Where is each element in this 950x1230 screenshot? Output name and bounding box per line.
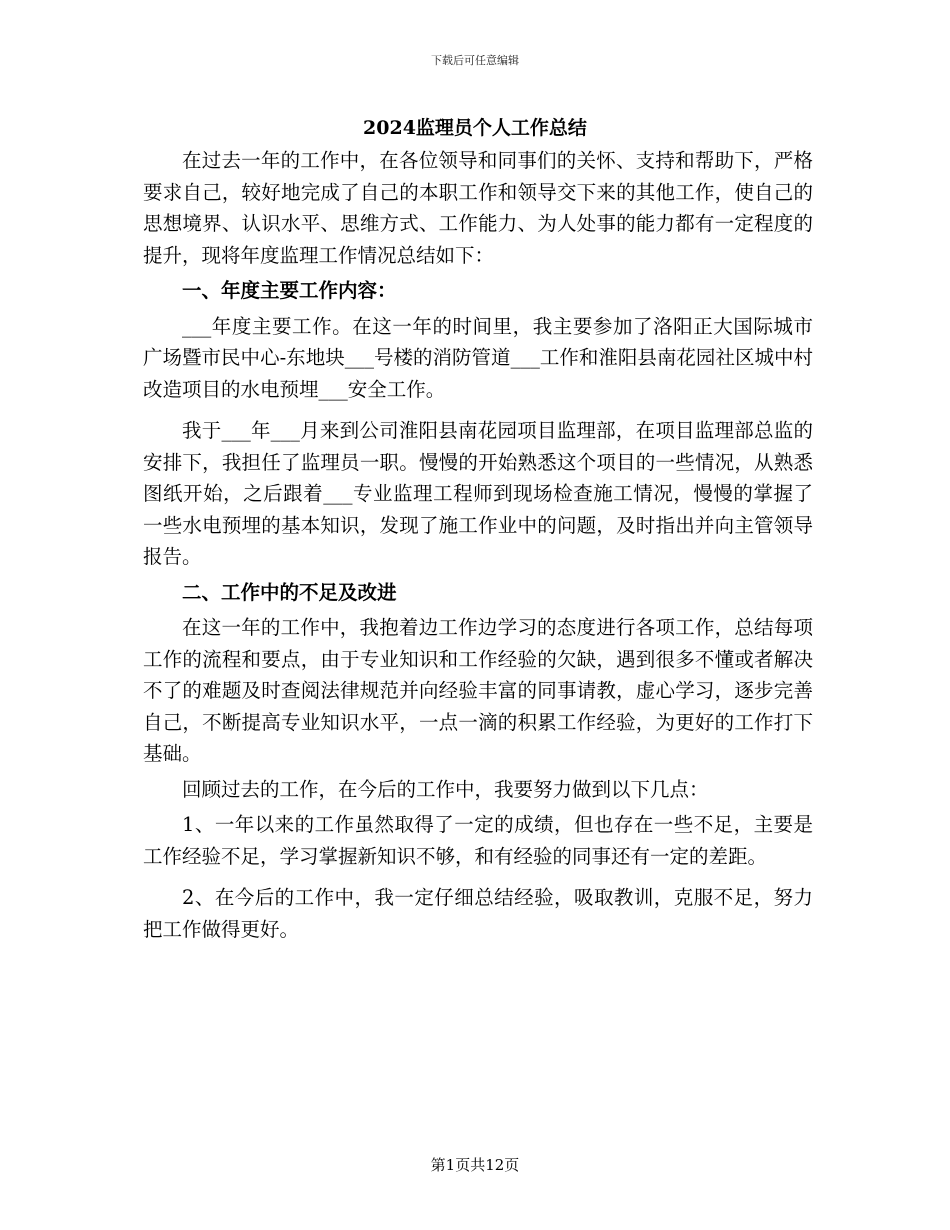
body-paragraph: ___年度主要工作。在这一年的时间里，我主要参加了洛阳正大国际城市广场暨市民中心-东地块___号楼的消防管道___工作和淮阳县南花园社区城中村改造项目的水电预埋___安全工作。: [143, 314, 813, 401]
body-paragraph: 在这一年的工作中，我抱着边工作边学习的态度进行各项工作，总结每项工作的流程和要点，由于专业知识和工作经验的欠缺，遇到很多不懂或者解决不了的难题及时查阅法律规范并向经验丰富的同事请教，虚心学习，逐步完善自己，不断提高专业知识水平，一点一滴的积累工作经验，为更好的工作打下基础。: [143, 616, 813, 765]
body-paragraph: 回顾过去的工作，在今后的工作中，我要努力做到以下几点：: [182, 777, 709, 801]
list-item-2: 2、在今后的工作中，我一定仔细总结经验，吸取教训，克服不足，努力把工作做得更好。: [143, 886, 813, 941]
document-title: 2024监理员个人工作总结: [363, 117, 587, 139]
intro-paragraph: 在过去一年的工作中，在各位领导和同事们的关怀、支持和帮助下，严格要求自己，较好地完成了自己的本职工作和领导交下来的其他工作，使自己的思想境界、认识水平、思维方式、工作能力、为人处事的能力都有一定程度的提升，现将年度监理工作情况总结如下：: [143, 149, 813, 267]
body-paragraph: 我于___年___月来到公司淮阳县南花园项目监理部，在项目监理部总监的安排下，我担任了监理员一职。慢慢的开始熟悉这个项目的一些情况，从熟悉图纸开始，之后跟着___专业监理工程师到现场检查施工情况，慢慢的掌握了一些水电预埋的基本知识，发现了施工作业中的问题，及时指出并向主管领导报告。: [143, 419, 813, 568]
document-body: [143, 145, 813, 949]
page-header-note: 下载后可任意编辑: [431, 54, 519, 67]
page-number: 第1页共12页: [430, 1156, 520, 1174]
section-heading-2: 二、工作中的不足及改进: [182, 580, 397, 604]
section-heading-1: 一、年度主要工作内容：: [182, 279, 397, 302]
list-item-1: 1、一年以来的工作虽然取得了一定的成绩，但也存在一些不足，主要是工作经验不足，学习掌握新知识不够，和有经验的同事还有一定的差距。: [143, 813, 813, 868]
